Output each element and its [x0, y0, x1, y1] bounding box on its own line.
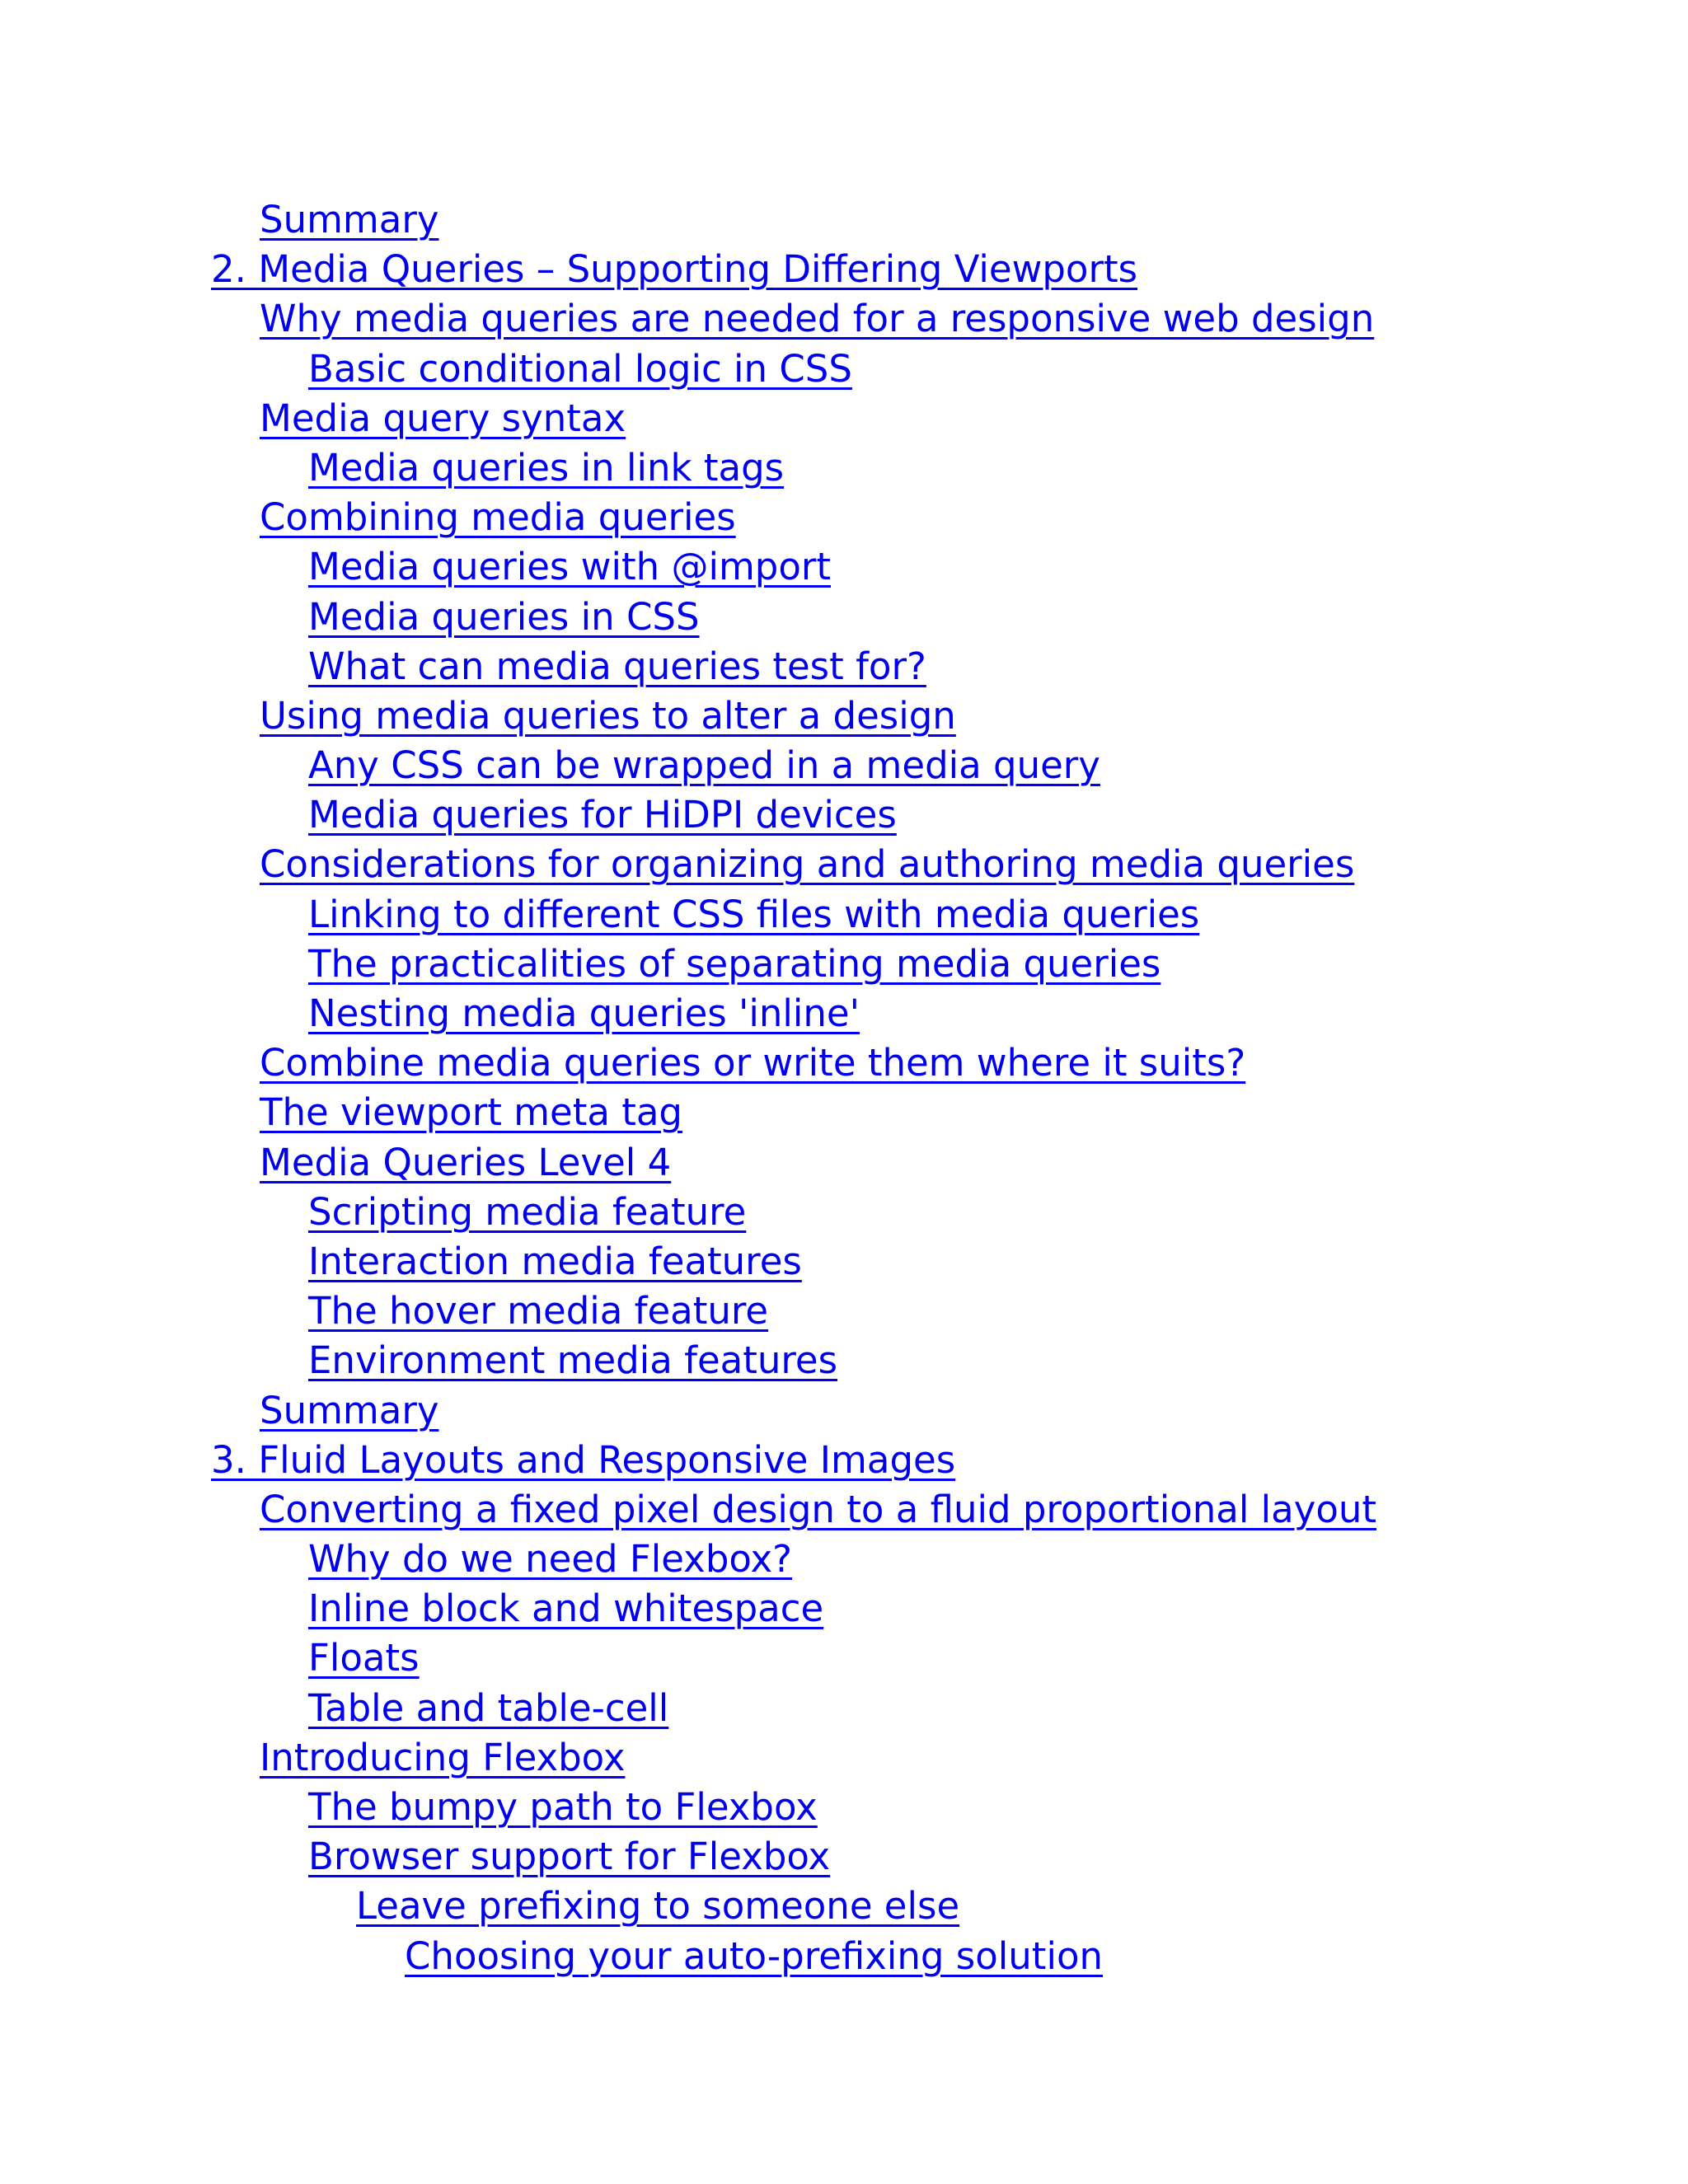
toc-entry — [0, 1882, 1688, 1931]
toc-entry — [0, 1783, 1688, 1832]
toc-link[interactable]: Using media queries to alter a design — [260, 693, 956, 738]
toc-link[interactable]: Media query syntax — [260, 396, 626, 440]
toc-link[interactable]: Basic conditional logic in CSS — [308, 346, 852, 391]
toc-link[interactable]: Inline block and whitespace — [308, 1586, 824, 1631]
toc-entry — [0, 691, 1688, 741]
toc-entry — [0, 741, 1688, 790]
toc-link[interactable]: Floats — [308, 1636, 420, 1680]
toc-link[interactable]: Environment media features — [308, 1338, 838, 1383]
toc-link[interactable]: Media queries in link tags — [308, 445, 785, 490]
toc-link[interactable]: Browser support for Flexbox — [308, 1835, 831, 1879]
toc-link[interactable]: The viewport meta tag — [260, 1090, 682, 1135]
toc-entry — [0, 1286, 1688, 1336]
toc-link[interactable]: Introducing Flexbox — [260, 1735, 626, 1779]
toc-entry — [0, 1188, 1688, 1237]
toc-link[interactable]: Any CSS can be wrapped in a media query — [308, 743, 1100, 788]
toc-link[interactable]: Interaction media features — [308, 1239, 802, 1283]
toc-entry — [0, 394, 1688, 443]
toc-link[interactable]: Media queries with @import — [308, 545, 832, 589]
toc-link[interactable]: Table and table-cell — [308, 1685, 669, 1730]
toc-entry — [0, 1584, 1688, 1633]
toc-link[interactable]: Linking to different CSS files with media queries — [308, 892, 1200, 936]
toc-entry — [0, 344, 1688, 394]
toc-link[interactable]: 2. Media Queries – Supporting Differing Viewports — [211, 247, 1138, 292]
toc-entry — [0, 890, 1688, 940]
toc-link[interactable]: The hover media feature — [308, 1289, 769, 1333]
toc-link[interactable]: Scripting media feature — [308, 1189, 747, 1234]
toc-entry — [0, 989, 1688, 1038]
toc-link[interactable]: Combine media queries or write them where it suits? — [260, 1041, 1246, 1085]
toc-entry — [0, 493, 1688, 542]
toc-link[interactable]: Choosing your auto-prefixing solution — [405, 1933, 1104, 1978]
toc-entry — [0, 790, 1688, 840]
toc-entry — [0, 593, 1688, 642]
toc-link[interactable]: Considerations for organizing and authoring media queries — [260, 842, 1355, 887]
toc-link[interactable]: What can media queries test for? — [308, 644, 926, 688]
toc-entry — [0, 1832, 1688, 1882]
toc-link[interactable]: Media queries for HiDPI devices — [308, 793, 897, 837]
toc-entry — [0, 1138, 1688, 1188]
toc-link[interactable]: Why media queries are needed for a responsive web design — [260, 297, 1375, 341]
toc-entry — [0, 940, 1688, 989]
toc-entry — [0, 1684, 1688, 1733]
toc-entry — [0, 1932, 1688, 1981]
toc-link[interactable]: The practicalities of separating media queries — [308, 941, 1161, 986]
toc-entry — [0, 1485, 1688, 1535]
toc-entry — [0, 1088, 1688, 1137]
toc-entry — [0, 443, 1688, 493]
toc-entry — [0, 1733, 1688, 1783]
toc-entry — [0, 245, 1688, 294]
toc-entry — [0, 642, 1688, 691]
toc-link[interactable]: Summary — [260, 1388, 439, 1432]
toc-entry — [0, 195, 1688, 245]
toc-link[interactable]: Media Queries Level 4 — [260, 1140, 672, 1184]
toc-entry — [0, 840, 1688, 889]
toc-entry — [0, 1633, 1688, 1683]
toc-entry — [0, 1436, 1688, 1485]
toc-entry — [0, 1386, 1688, 1436]
toc-link[interactable]: Converting a fixed pixel design to a fluid proportional layout — [260, 1487, 1377, 1531]
toc-link[interactable]: Media queries in CSS — [308, 594, 700, 639]
toc-link[interactable]: Combining media queries — [260, 495, 736, 540]
toc-entry — [0, 1336, 1688, 1385]
toc-link[interactable]: Leave prefixing to someone else — [356, 1884, 960, 1929]
toc-link[interactable]: Nesting media queries 'inline' — [308, 991, 860, 1035]
toc-entry — [0, 1535, 1688, 1584]
table-of-contents — [0, 195, 1688, 1981]
toc-entry — [0, 1038, 1688, 1088]
toc-link[interactable]: Summary — [260, 198, 439, 241]
toc-entry — [0, 294, 1688, 344]
toc-link[interactable]: Why do we need Flexbox? — [308, 1537, 793, 1582]
toc-link[interactable]: 3. Fluid Layouts and Responsive Images — [211, 1437, 956, 1482]
toc-entry — [0, 1237, 1688, 1286]
toc-link[interactable]: The bumpy path to Flexbox — [308, 1785, 818, 1829]
toc-entry — [0, 542, 1688, 592]
